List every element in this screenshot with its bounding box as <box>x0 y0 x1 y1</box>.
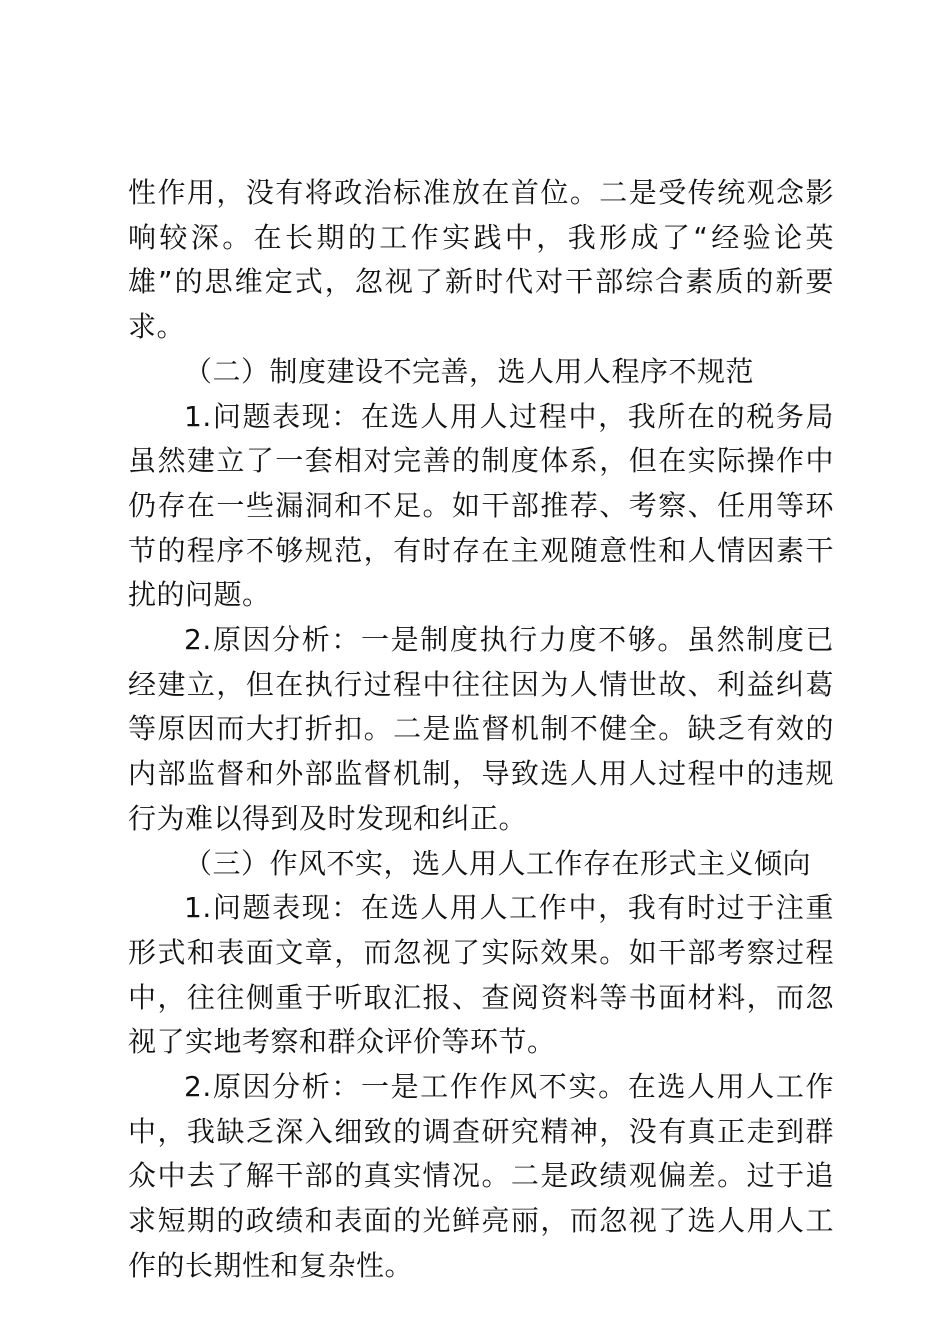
section-heading-2: （二）制度建设不完善，选人用人程序不规范 <box>184 354 755 388</box>
document-body <box>128 171 834 1289</box>
paragraph-problem-2: 1.问题表现：在选人用人过程中，我所在的税务局虽然建立了一套相对完善的制度体系，但在实际操作中仍存在一些漏洞和不足。如干部推荐、考察、任用等环节的程序不够规范，有时存在主观随意性和人情因素干扰的问题。 <box>128 399 834 612</box>
paragraph-cause-3: 2.原因分析：一是工作作风不实。在选人用人工作中，我缺乏深入细致的调查研究精神，没有真正走到群众中去了解干部的真实情况。二是政绩观偏差。过于追求短期的政绩和表面的光鲜亮丽，而忽视了选人用人工作的长期性和复杂性。 <box>128 1070 834 1282</box>
paragraph-cause-2: 2.原因分析：一是制度执行力度不够。虽然制度已经建立，但在执行过程中往往因为人情世故、利益纠葛等原因而大打折扣。二是监督机制不健全。缺乏有效的内部监督和外部监督机制，导致选人用人过程中的违规行为难以得到及时发现和纠正。 <box>128 623 834 835</box>
section-heading-3: （三）作风不实，选人用人工作存在形式主义倾向 <box>184 846 812 880</box>
paragraph-problem-3: 1.问题表现：在选人用人工作中，我有时过于注重形式和表面文章，而忽视了实际效果。如干部考察过程中，往往侧重于听取汇报、查阅资料等书面材料，而忽视了实地考察和群众评价等环节。 <box>128 891 834 1059</box>
paragraph-continuation: 性作用，没有将政治标准放在首位。二是受传统观念影响较深。在长期的工作实践中，我形成了“经验论英雄”的思维定式，忽视了新时代对干部综合素质的新要求。 <box>128 176 834 344</box>
